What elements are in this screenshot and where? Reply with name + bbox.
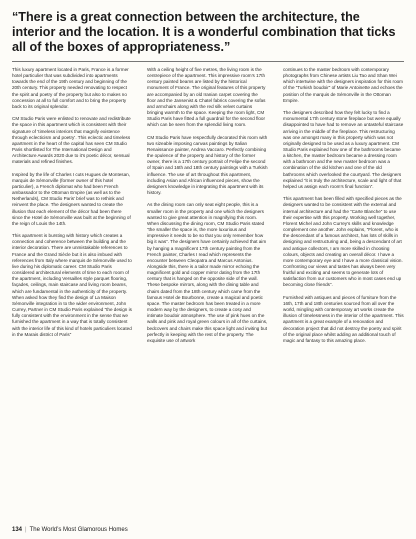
divider-rule (12, 61, 404, 62)
page-footer (12, 526, 404, 534)
paragraph: continues to the master bedroom with contemporary photographs from Chinese artists Liu Tao and Shan Wei which intertwine with the designers inspiration for this room of the “Turkish boudoir” of Marie Antoinette and echoes the position of the marquis de Sémonville in the Ottoman Empire. (283, 67, 404, 103)
paragraph: This apartment is bursting with history which creates a connection and coherence between the building and the interior decoration. There are unmistakable references to France and the Grand Siècle but it is also imbued with references from Italy where marquis de Sémonville used to live during his diplomatic career. CM Studio Paris considered architectural elements of time to each room of the apartment, including Versailles style parquet flooring, façades, ceilings, main staircase and living room beams, which are fundamental in the authenticity of the property. When asked how they find the design of La Maison Sémonville integration in to the wider environment, John Currey, Partner in CM Studio Paris explained “the design is fully consistent with the environment in the sense that we furnished the apartment in a way that is totally consistent with the interior life of this kind of hotels particuliers located in the Marais district of Paris” (12, 233, 132, 337)
paragraph: This apartment has been filled with specified pieces as the designers wanted to be consistent with the external and internal architecture and had the “Carte Blanche” to use their expertise with this property. Working well together, Florent Michel and John Currey’s skills and knowledge complement one another. John explains, “Florent, who is the descendant of a famous architect, has lots of skills in designing and restructuring and, being a descendant of art and antique collectors, I am more skilled in choosing colours, objects and creating an overall décor. I have a more contemporary eye and I have a more classical vision. Confronting our views and tastes has always been very fruitful and exciting and seems to generate lots of satisfaction from our customers who in most cases end up becoming close friends”. (283, 196, 403, 288)
paragraph: This luxury apartment located in Paris, France is a former hotel particulier that was subdivided into apartments towards the end of the 19th century and beginning of the 20th century. This property needed renovating to respect the spirit and poetry of the property but also to makes no concession at all to full comfort and to bring the property back to its original splendor. (12, 67, 129, 109)
page-number: 134 (12, 527, 23, 533)
text-column-3 (283, 67, 404, 521)
paragraph: CM Studio Paris have respectfully decorated this room with two sizeable imposing canvas paintings by Italian Renaissance painter, Andrea Vaccaro. Perfectly combining the opulence of the property and history of the former owner, there is a 17th century portrait of Felipe the second of Spain and 16th and 18th century paintings with a Turkish influence. The use of art throughout this apartment, including Asian and African influenced pieces, show the designers knowledge in integrating this apartment with its history. (147, 134, 268, 196)
pull-quote: “There is a great connection between the architecture, the interior and the location. It is a wonderful combination that ticks all of the boxes of appropriateness.” (12, 10, 396, 54)
publication-title: The World’s Most Glamorous Homes (29, 527, 128, 533)
paragraph: Furnished with antiques and pieces of furniture from the 16th, 17th and 18th centuries sourced from all over the world, mingling with contemporary art works create the illusion of timelessness in the interior of the apartment. This apartment is a great example of a renovation and decoration project that did not destroy the poetry and spirit of the original place whilst adding an additional touch of magic and fantasy to this amazing place. (283, 294, 404, 343)
paragraph: Inspired by the life of Charles I cuts Hugues de Montesan, marquis de Sémonville (former owner of this hotel particulier), a French diplomat who had been French ambassador to the Ottoman Empire (as well as to the Netherlands), CM Studio Paris’ brief was to rethink and reinvent the place. The designers wanted to create the illusion that each element of the décor had been there since the Hotel de Sémonville was built at the beginning of the reign of Louis the 14th. (12, 171, 131, 226)
text-column-2 (147, 67, 268, 521)
paragraph: The designers described how they felt lucky to find a monumental 17th century stone fireplace but were equally disappointed to have had to remove an untasteful staircase arriving in the middle of the fireplace. This restructuring was one amongst many in this property which was not originally designed to be used as a luxury apartment. CM Studio Paris explained how one of the bathrooms became a kitchen, the master bedroom became a dressing room with a bathroom and the new master bedroom was a combination of the old kitchen and one of the old bathrooms which overlooked the courtyard. The designers explained “it is truly the architecture, scale and light of that helped us assign each room’s final function”. (283, 110, 404, 189)
paragraph: As the dining room can only seat eight people, this is a smaller room in the property and one which the designers wanted to give great attention in magnifying this room. When discussing the dining room, CM Studio Paris stated “the smaller the space is, the more luxurious and impressive it needs to be so that you only remember how big it was”. The designers have certainly achieved that aim by hanging a magnificent 17th century painting from the French painter, Charles I read which represents the encounter between Cleopatra and Marcus Antonius. Alongside this, there is a tailor made mirror echoing the magnificent gold and copper mirror dating from the 17th century that is hanged on the opposite side of the wall. These bespoke mirrors, along with the dining table and chairs dated from the 18th century which came from the famous Hotel de Bourbonne, create a magical and poetic space. The master bedroom has been treated in a more modern way by the designers, to create a cosy and intimate boudoir atmosphere. The use of pink hues on the walls and pink and royal green colours in all of the curtains, bedcovers and chairs make this space light and inviting but perfectly in keeping with the rest of the property. The exquisite use of artwork (147, 202, 268, 343)
article-body (12, 67, 404, 521)
paragraph: With a ceiling height of five metres, the living room is the centrepiece of the apartment. This impressive room’s 17th century painted beams are listed by the historical monument of France. The original features of this property are accompanied by an old Iranian carpet covering the floor and the Jansenist & Chatel fabrics covering the sofas and armchairs along with the red silk velvet curtains bringing warmth to the space. Keeping the room light, CM Studio Paris have fitted a full guardrail for the second floor which can be seen from the splendid living room. (147, 67, 266, 128)
text-column-1 (12, 67, 133, 521)
footer-separator: | (25, 527, 27, 533)
paragraph: CM Studio Paris were enlisted to renovate and redistribute the space in this apartment which is consistent with their signature of ‘timeless interiors that magnify existence through eclecticism and poetry’. This eclectic and timeless apartment in the heart of the capital has seen CM Studio Paris shortlisted for The International Design and Architecture Awards 2020 due to it’s poetic décor, sensual materials and refined finishes. (12, 116, 131, 165)
